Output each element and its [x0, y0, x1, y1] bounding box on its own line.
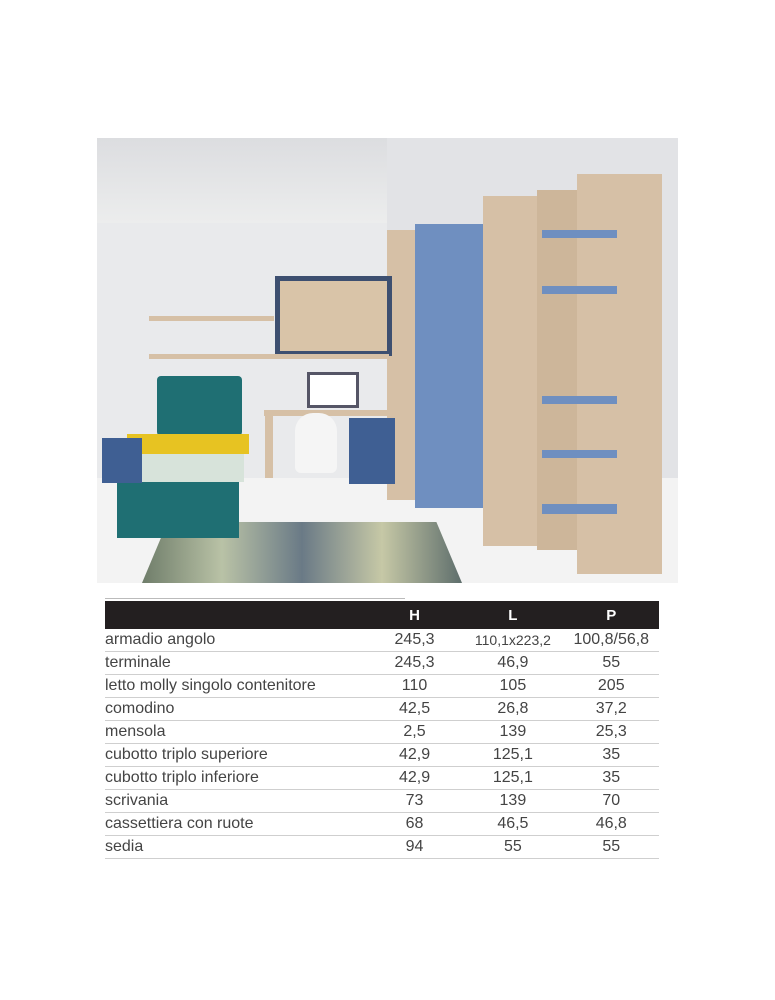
wardrobe-terminal	[483, 196, 537, 546]
wardrobe-blue-door	[415, 224, 483, 508]
depth-value: 35	[564, 744, 659, 767]
desk	[264, 410, 399, 416]
table-row	[105, 790, 659, 813]
depth-value: 25,3	[564, 721, 659, 744]
wall-shelf	[149, 354, 389, 359]
shelf	[542, 230, 617, 238]
shelf	[542, 396, 617, 404]
table-row	[105, 698, 659, 721]
header-h: H	[367, 601, 462, 629]
width-value: 55	[462, 836, 563, 859]
depth-value: 35	[564, 767, 659, 790]
depth-value: 70	[564, 790, 659, 813]
width-value: 110,1x223,2	[462, 629, 563, 652]
wall-cube-unit	[275, 276, 392, 356]
depth-value: 205	[564, 675, 659, 698]
item-name: cubotto triplo superiore	[105, 744, 367, 767]
table-header	[105, 601, 659, 629]
divider	[105, 598, 405, 599]
height-value: 42,9	[367, 767, 462, 790]
width-value: 125,1	[462, 744, 563, 767]
header-l: L	[462, 601, 563, 629]
depth-value: 46,8	[564, 813, 659, 836]
width-value: 105	[462, 675, 563, 698]
dimensions-table	[105, 601, 659, 859]
open-shelves-back	[537, 190, 577, 550]
depth-value: 55	[564, 836, 659, 859]
depth-value: 55	[564, 652, 659, 675]
shelf	[542, 450, 617, 458]
height-value: 68	[367, 813, 462, 836]
width-value: 26,8	[462, 698, 563, 721]
monitor	[307, 372, 359, 408]
header-name	[105, 601, 367, 629]
table-row	[105, 652, 659, 675]
item-name: mensola	[105, 721, 367, 744]
height-value: 245,3	[367, 652, 462, 675]
item-name: scrivania	[105, 790, 367, 813]
item-name: cassettiera con ruote	[105, 813, 367, 836]
item-name: terminale	[105, 652, 367, 675]
width-value: 139	[462, 721, 563, 744]
bed-base	[117, 478, 239, 538]
bedroom-photo	[97, 138, 678, 583]
depth-value: 37,2	[564, 698, 659, 721]
table-row	[105, 629, 659, 652]
item-name: armadio angolo	[105, 629, 367, 652]
item-name: comodino	[105, 698, 367, 721]
item-name: cubotto triplo inferiore	[105, 767, 367, 790]
table-row	[105, 744, 659, 767]
width-value: 139	[462, 790, 563, 813]
depth-value: 100,8/56,8	[564, 629, 659, 652]
nightstand	[102, 438, 142, 483]
height-value: 245,3	[367, 629, 462, 652]
height-value: 42,5	[367, 698, 462, 721]
desk-leg	[265, 416, 273, 478]
item-name: sedia	[105, 836, 367, 859]
table-row	[105, 675, 659, 698]
height-value: 110	[367, 675, 462, 698]
drawer-unit	[349, 418, 395, 484]
table-row	[105, 767, 659, 790]
height-value: 42,9	[367, 744, 462, 767]
bed-headboard	[157, 376, 242, 436]
height-value: 94	[367, 836, 462, 859]
width-value: 46,5	[462, 813, 563, 836]
chair	[295, 413, 337, 473]
wall-shelf	[149, 316, 274, 321]
shelf	[542, 286, 617, 294]
item-name: letto molly singolo contenitore	[105, 675, 367, 698]
header-p: P	[564, 601, 659, 629]
height-value: 2,5	[367, 721, 462, 744]
table-row	[105, 721, 659, 744]
table-row	[105, 813, 659, 836]
width-value: 125,1	[462, 767, 563, 790]
width-value: 46,9	[462, 652, 563, 675]
blanket	[127, 434, 249, 454]
table-row	[105, 836, 659, 859]
shelf	[542, 504, 617, 514]
height-value: 73	[367, 790, 462, 813]
